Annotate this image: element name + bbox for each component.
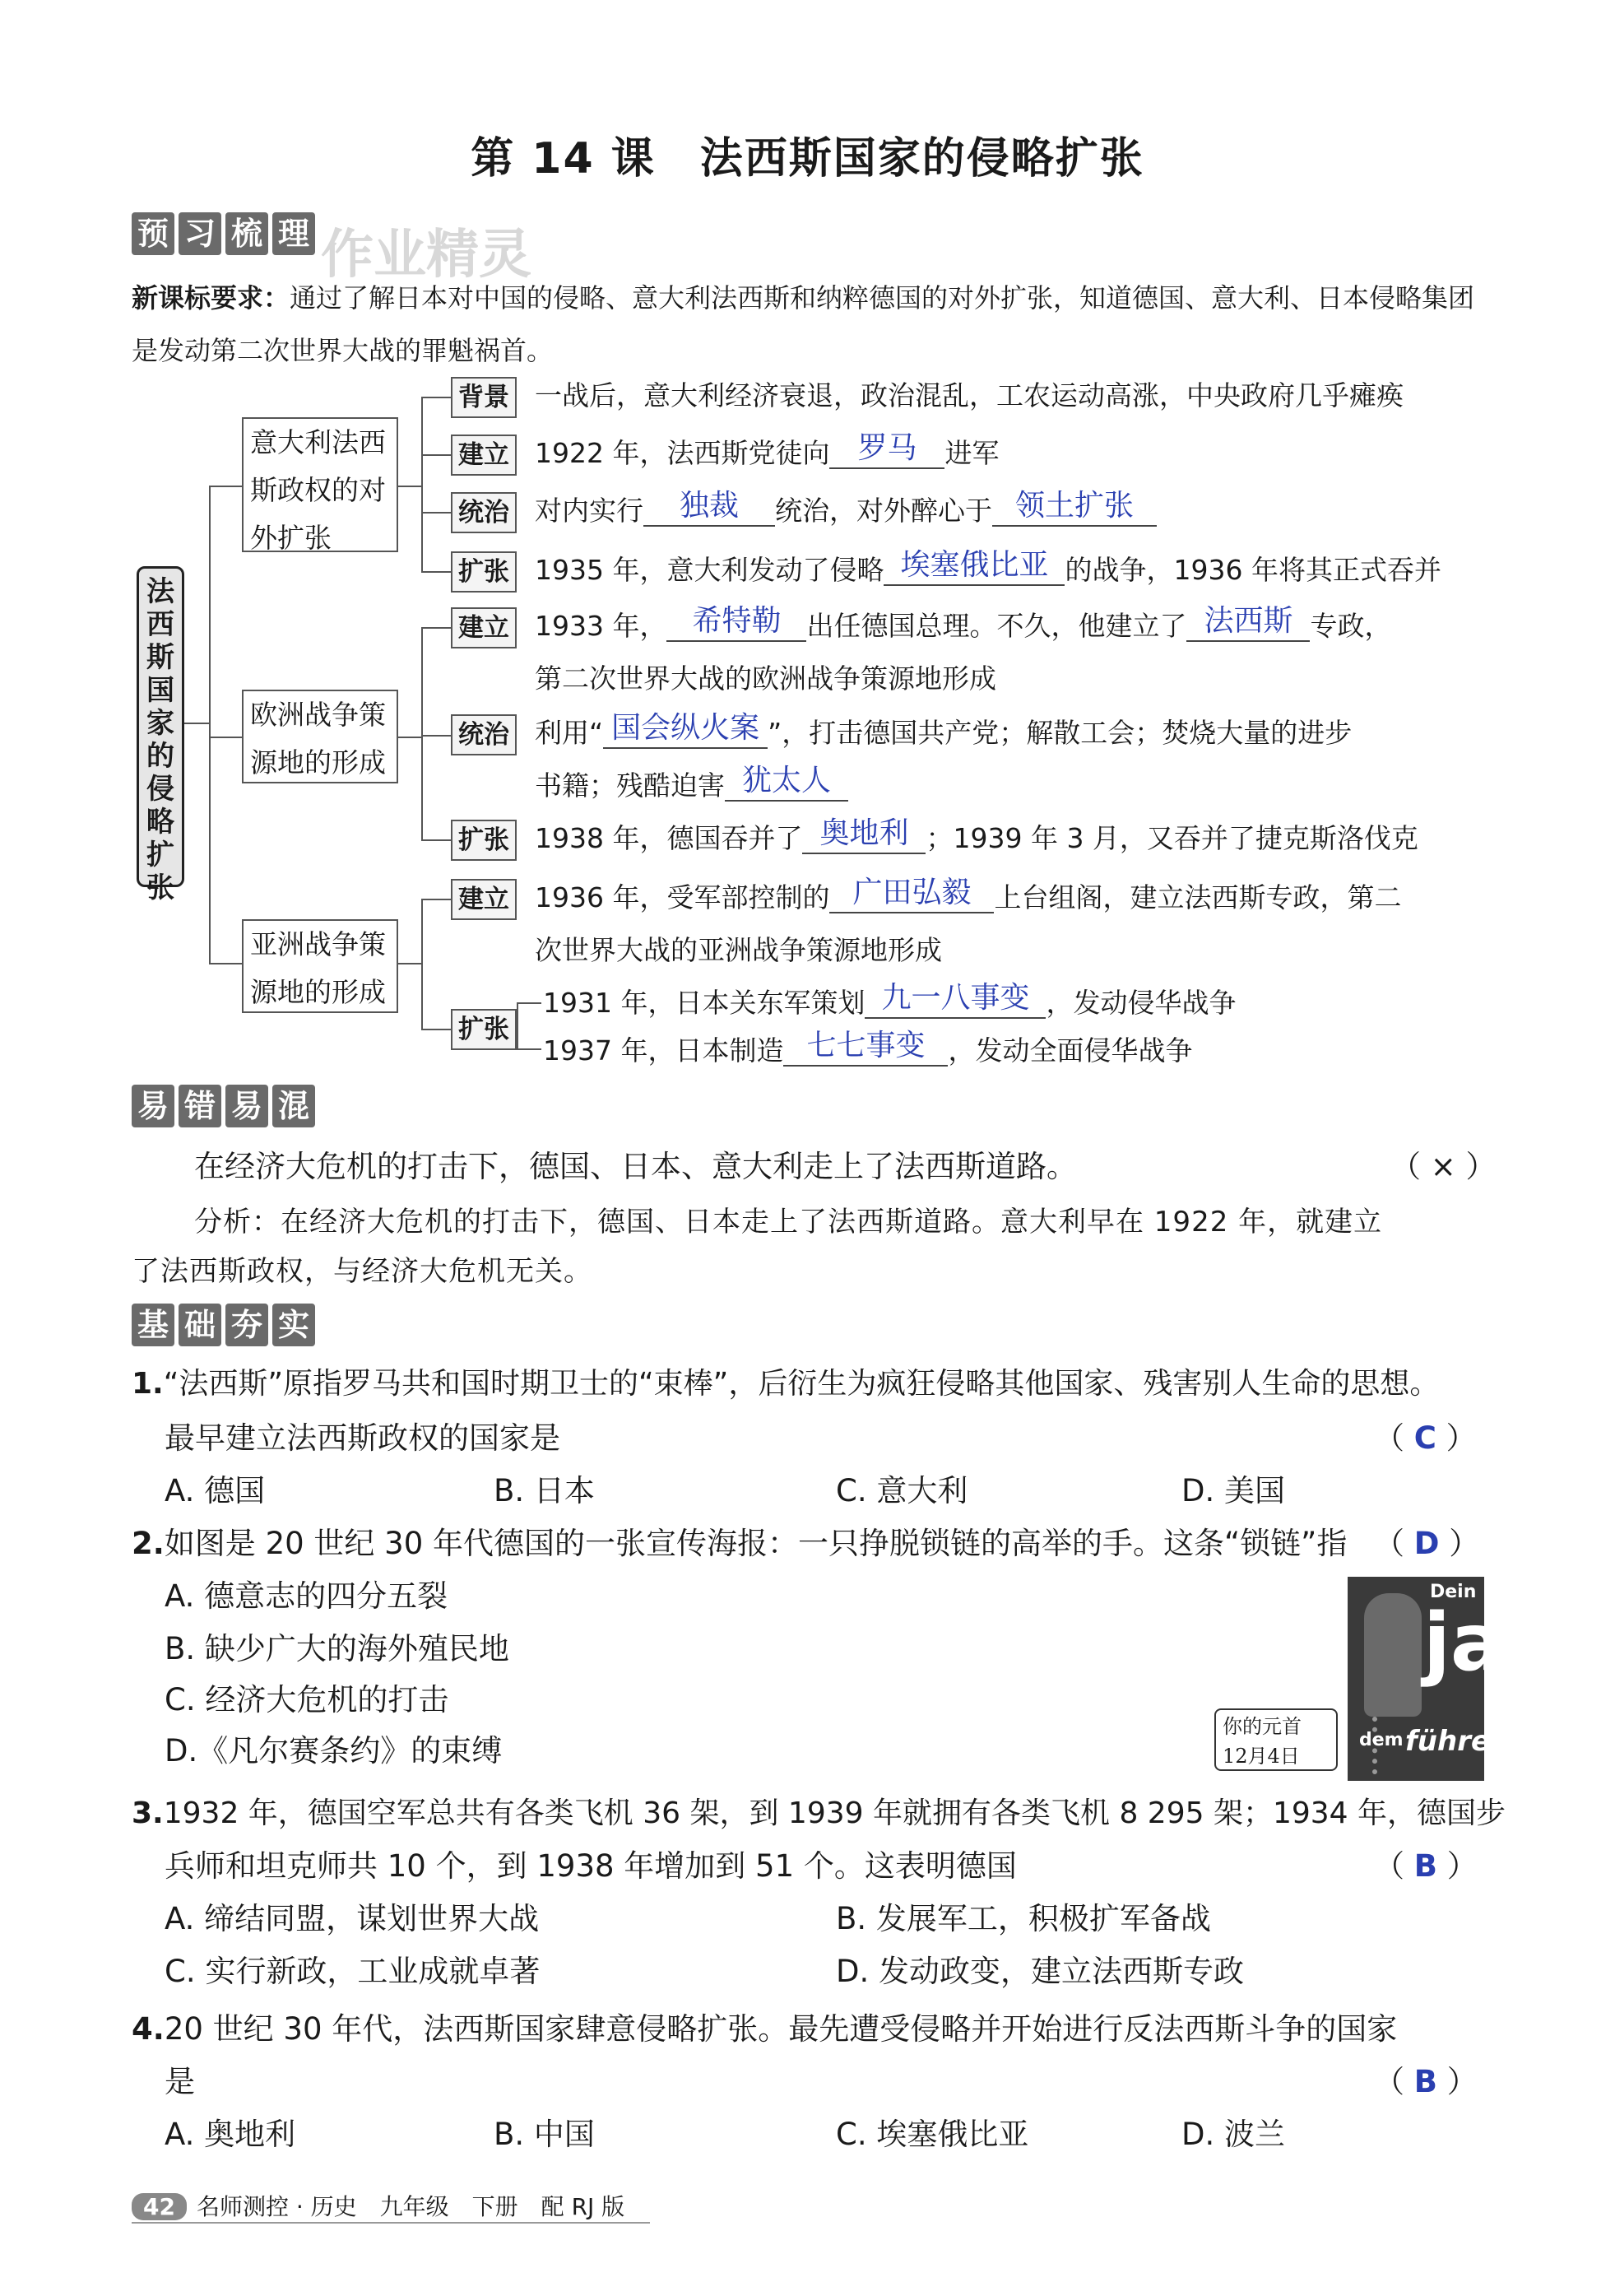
europe-expand-text: 1938 年，德国吞并了 奥地利 ；1939 年 3 月，又吞并了捷克斯洛伐克 [535, 816, 1418, 854]
tag-rule: 统治 [451, 492, 517, 533]
section-header-confuse: 易 错 易 混 [132, 1085, 319, 1134]
confuse-analysis-1: 分析：在经济大危机的打击下，德国、日本走上了法西斯道路。意大利早在 1922 年，就建立 [194, 1206, 1383, 1239]
answer-blank: 独裁 [643, 487, 775, 527]
option: C. 埃塞俄比亚 [836, 2117, 1029, 2152]
tag-establish: 建立 [451, 607, 517, 648]
option: D.《凡尔赛条约》的束缚 [165, 1733, 503, 1768]
europe-rule-line2: 书籍；残酷迫害 犹太人 [535, 767, 848, 806]
option: A. 缔结同盟，谋划世界大战 [165, 1901, 540, 1936]
europe-establish-text: 1933 年， 希特勒 出任德国总理。不久，他建立了 法西斯 专政， [535, 604, 1392, 642]
option: D. 波兰 [1181, 2117, 1286, 2152]
italy-expand-text: 1935 年，意大利发动了侵略 埃塞俄比亚 的战争，1936 年将其正式吞并 [535, 548, 1441, 586]
question-1-answer: （ C ） [1374, 1420, 1477, 1456]
option: B. 发展军工，积极扩军备战 [836, 1901, 1211, 1936]
tag-expand: 扩张 [451, 551, 517, 593]
section-header-basic: 基 础 夯 实 [132, 1304, 319, 1353]
tag-background: 背景 [451, 377, 517, 418]
option: A. 奥地利 [165, 2117, 296, 2152]
italy-establish-text: 1922 年，法西斯党徒向 罗马 进军 [535, 431, 1000, 469]
question-4-line2: 是 [165, 2064, 195, 2099]
poster-caption: 你的元首 12月4日 [1214, 1708, 1338, 1771]
answer-blank: 希特勒 [666, 602, 806, 642]
question-2-answer: （ D ） [1374, 1526, 1480, 1561]
question-1: 1.“法西斯”原指罗马共和国时期卫士的“束棒”，后衍生为疯狂侵略其他国家、残害别人生命的思想。 [132, 1367, 1440, 1401]
answer-blank: 法西斯 [1186, 602, 1310, 642]
tag-rule: 统治 [451, 714, 517, 755]
confuse-analysis-2: 了法西斯政权，与经济大危机无关。 [132, 1255, 592, 1288]
raised-hand-icon [1364, 1593, 1422, 1717]
answer-blank: 七七事变 [783, 1027, 948, 1067]
page-footer: 42 名师测控 · 历史 九年级 下册 配 RJ 版 [132, 2189, 624, 2222]
option: C. 经济大危机的打击 [165, 1682, 449, 1717]
tag-expand: 扩张 [451, 1009, 517, 1050]
confuse-statement: 在经济大危机的打击下，德国、日本、意大利走上了法西斯道路。 [194, 1149, 1077, 1184]
option: D. 发动政变，建立法西斯专政 [836, 1954, 1245, 1989]
europe-rule-text: 利用“ 国会纵火案 ”，打击德国共产党；解散工会；焚烧大量的进步 [535, 711, 1353, 749]
europe-establish-line2: 第二次世界大战的欧洲战争策源地形成 [535, 662, 996, 695]
section-header-preview: 预 习 梳 理 [132, 212, 319, 262]
tag-establish: 建立 [451, 879, 517, 920]
confuse-mark: （ × ） [1390, 1149, 1497, 1184]
tag-establish: 建立 [451, 435, 517, 476]
page-title: 第 14 课 法西斯国家的侵略扩张 [471, 134, 1144, 184]
asia-expand-1931: 1931 年，日本关东军策划 九一八事变 ，发动侵华战争 [543, 981, 1237, 1019]
question-4: 4.20 世纪 30 年代，法西斯国家肆意侵略扩张。最先遭受侵略并开始进行反法西斯斗争的国家 [132, 2011, 1398, 2047]
question-3: 3.1932 年，德国空军总共有各类飞机 36 架，到 1939 年就拥有各类飞机 8 295 架；1934 年，德国步 [132, 1796, 1506, 1830]
page-number: 42 [132, 2193, 187, 2220]
option: D. 美国 [1181, 1473, 1286, 1508]
question-3-answer: （ B ） [1374, 1848, 1478, 1884]
asia-establish-line2: 次世界大战的亚洲战争策源地形成 [535, 934, 942, 966]
curriculum-standard: 新课标要求：通过了解日本对中国的侵略、意大利法西斯和纳粹德国的对外扩张，知道德国、意大利、日本侵略集团是发动第二次世界大战的罪魁祸首。 [132, 282, 1475, 366]
italy-background-text: 一战后，意大利经济衰退，政治混乱，工农运动高涨，中央政府几乎瘫痪 [535, 379, 1404, 411]
answer-blank: 广田弘毅 [829, 874, 994, 913]
branch-italy: 意大利法西斯政权的对外扩张 [242, 417, 398, 552]
answer-blank: 领土扩张 [992, 487, 1157, 527]
asia-expand-1937: 1937 年，日本制造 七七事变 ，发动全面侵华战争 [543, 1029, 1193, 1067]
question-1-line2: 最早建立法西斯政权的国家是 [165, 1420, 560, 1456]
option: A. 德国 [165, 1473, 266, 1508]
option: B. 日本 [494, 1473, 595, 1508]
branch-europe: 欧洲战争策源地的形成 [242, 690, 398, 783]
tag-expand: 扩张 [451, 820, 517, 861]
answer-blank: 九一八事变 [865, 979, 1046, 1019]
question-4-answer: （ B ） [1374, 2064, 1478, 2099]
answer-blank: 罗马 [829, 430, 944, 469]
answer-blank: 国会纵火案 [603, 709, 768, 749]
asia-establish-text: 1936 年，受军部控制的 广田弘毅 上台组阁，建立法西斯专政，第二 [535, 876, 1402, 913]
diagram-root-box: 法西斯国家的侵略扩张 [137, 566, 184, 887]
option: C. 实行新政，工业成就卓著 [165, 1954, 541, 1989]
answer-blank: 埃塞俄比亚 [884, 546, 1065, 586]
question-2: 2.如图是 20 世纪 30 年代德国的一张宣传海报：一只挣脱锁链的高举的手。这条“锁链”指 [132, 1526, 1348, 1561]
watermark: 作业精灵 [321, 225, 531, 286]
option: B. 中国 [494, 2117, 595, 2152]
option: B. 缺少广大的海外殖民地 [165, 1631, 509, 1666]
propaganda-poster: Dein ja dem führer [1348, 1577, 1484, 1781]
question-3-line2: 兵师和坦克师共 10 个，到 1938 年增加到 51 个。这表明德国 [165, 1848, 1017, 1884]
option: A. 德意志的四分五裂 [165, 1578, 448, 1614]
answer-blank: 犹太人 [725, 762, 848, 802]
answer-blank: 奥地利 [802, 815, 926, 854]
branch-asia: 亚洲战争策源地的形成 [242, 919, 398, 1013]
italy-rule-text: 对内实行 独裁 统治，对外醉心于 领土扩张 [535, 492, 1157, 532]
option: C. 意大利 [836, 1473, 968, 1508]
